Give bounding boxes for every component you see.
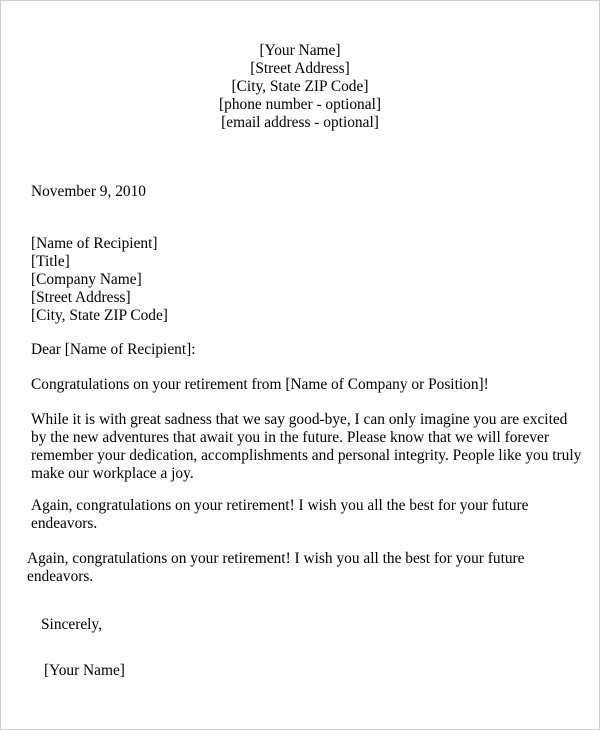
sender-street: [Street Address] <box>250 60 350 77</box>
closing: Sincerely, <box>41 616 102 633</box>
recipient-name: [Name of Recipient] <box>31 235 158 252</box>
paragraph-line: remember your dedication, accomplishments and personal integrity. People like you truly <box>31 447 582 464</box>
paragraph-line: Again, congratulations on your retirement! I wish you all the best for your future <box>31 497 529 514</box>
sender-city-state-zip: [City, State ZIP Code] <box>231 78 369 95</box>
sender-name: [Your Name] <box>259 42 341 59</box>
salutation: Dear [Name of Recipient]: <box>31 341 196 358</box>
paragraph-line: Again, congratulations on your retirement! I wish you all the best for your future <box>27 550 525 567</box>
recipient-city-state-zip: [City, State ZIP Code] <box>31 307 168 324</box>
body-paragraph-farewell <box>31 411 581 483</box>
sender-phone: [phone number - optional] <box>219 96 381 113</box>
letter-date: November 9, 2010 <box>31 183 146 200</box>
recipient-street: [Street Address] <box>31 289 131 306</box>
paragraph-line: endeavors. <box>27 568 94 585</box>
body-paragraph-wishes <box>31 497 529 533</box>
sender-email: [email address - optional] <box>221 114 379 131</box>
signature-name: [Your Name] <box>44 662 125 679</box>
paragraph-line: make our workplace a joy. <box>31 465 194 482</box>
recipient-company: [Company Name] <box>31 271 142 288</box>
paragraph-line: While it is with great sadness that we say good-bye, I can only imagine you are excited <box>31 411 568 428</box>
recipient-title: [Title] <box>31 253 70 270</box>
paragraph-line: endeavors. <box>31 515 98 532</box>
congratulations-line: Congratulations on your retirement from [Name of Company or Position]! <box>31 376 489 393</box>
body-paragraph-wishes-repeat <box>27 550 525 586</box>
paragraph-line: by the new adventures that await you in the future. Please know that we will forever <box>31 429 549 446</box>
